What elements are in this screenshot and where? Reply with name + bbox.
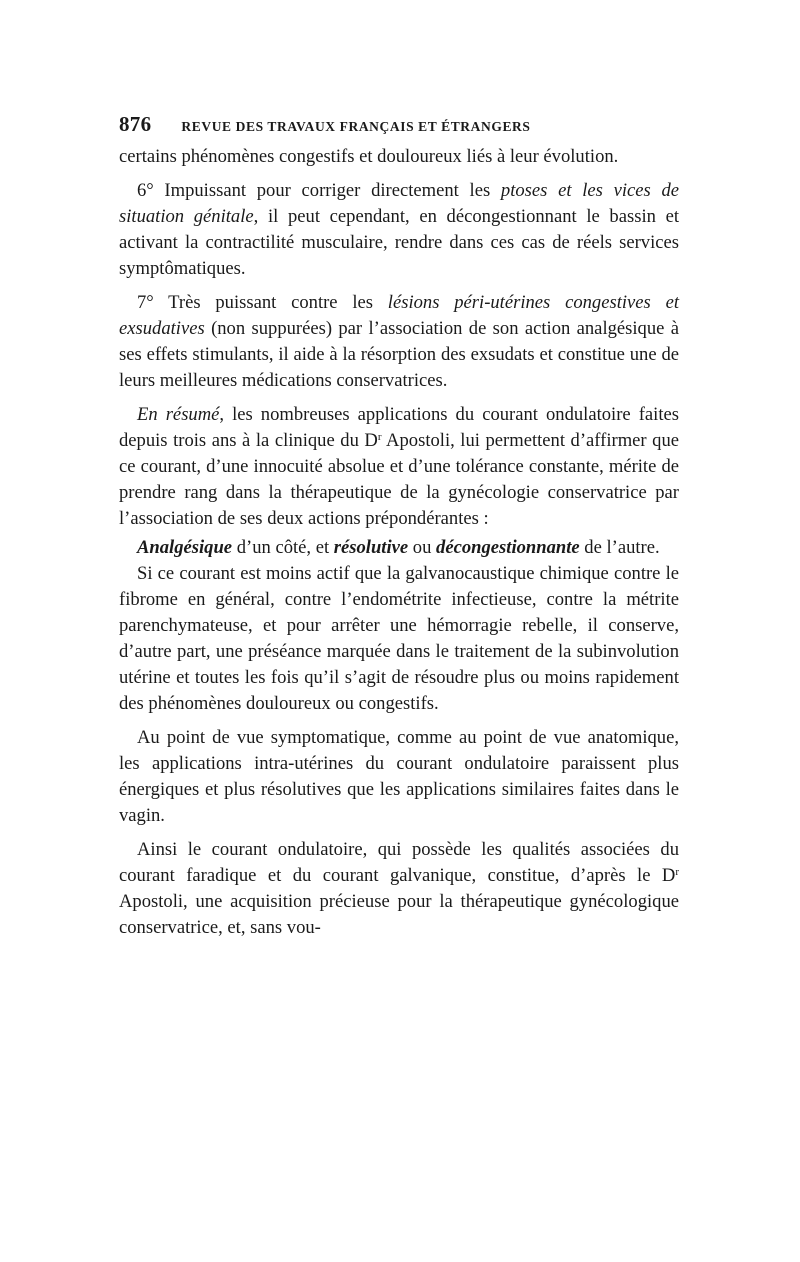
paragraph-analgesique <box>119 535 679 561</box>
paragraph-text: Au point de vue symptomatique, comme au point de vue anatomique, les applications intra-utérines du courant ondulatoire paraissent plus énergiques et plus résolutives que les applications similaires faites dans le vagin. <box>119 727 679 826</box>
paragraph-en-resume <box>119 402 679 532</box>
paragraph-text: , il peut cependant, en décongestionnant le bassin et activant la contractilité musculaire, rendre dans ces cas de réels services symptômatiques. <box>119 206 679 279</box>
paragraph-text: d’un côté, et <box>232 537 334 558</box>
paragraph-text: Si ce courant est moins actif que la galvanocaustique chimique contre le fibrome en général, contre l’endométrite infectieuse, contre la métrite parenchymateuse, et pour arrêter une hémorragie rebelle, il conserve, d’autre part, une préséance marquée dans le traitement de la subinvolution utérine et toutes les fois qu’il s’agit de résoudre plus ou moins rapidement des phénomènes douloureux ou congestifs. <box>119 563 679 714</box>
paragraph-text: de l’autre. <box>579 537 660 558</box>
italic-term: ptoses et les vices de situation génitale <box>119 180 679 227</box>
paragraph-text: 7° Très puissant contre les <box>137 292 388 313</box>
paragraph-text: Apostoli, lui permettent d’affirmer que ce courant, d’une innocuité absolue et d’une tolérance constante, mérite de prendre rang dans la thérapeutique de la gynécologie conservatrice par l’association de ses deux actions prépondérantes : <box>119 430 680 529</box>
superscript: r <box>377 431 382 443</box>
paragraph-text: certains phénomènes congestifs et douloureux liés à leur évolution. <box>119 146 619 167</box>
italic-term: lésions péri-utérines congestives et exsudatives <box>119 292 679 339</box>
page-header <box>119 112 679 142</box>
italic-term: Analgésique <box>137 537 233 558</box>
running-title: REVUE DES TRAVAUX FRANÇAIS ET ÉTRANGERS <box>181 119 531 134</box>
paragraph-text: ou <box>408 537 437 558</box>
paragraph-text: Ainsi le courant ondulatoire, qui possède les qualités associées du courant faradique et du courant galvanique, constitue, d’après le D <box>119 839 679 886</box>
paragraph-text: Apostoli, une acquisition précieuse pour la thérapeutique gynécologique conservatrice, et, sans vou- <box>119 891 679 938</box>
superscript: r <box>675 866 679 878</box>
italic-term: En résumé <box>137 404 220 425</box>
paragraph-continuation <box>119 144 679 170</box>
italic-term: résolutive <box>333 537 409 558</box>
paragraph-7-lesions <box>119 290 679 394</box>
paragraph-text: (non suppurées) par l’association de son action analgésique à ses effets stimulants, il aide à la résorption des exsudats et constitue une de leurs meilleures médications conservatrices. <box>119 318 679 391</box>
paragraph-galvanocaustique <box>119 561 679 717</box>
paragraph-6-ptoses <box>119 178 679 282</box>
paragraph-text: , les nombreuses applications du courant ondulatoire faites depuis trois ans à la clinique du D <box>119 404 679 451</box>
page-number: 876 <box>119 112 152 136</box>
italic-term: décongestionnante <box>436 537 580 558</box>
document-page <box>119 112 679 949</box>
body-text <box>119 144 679 941</box>
paragraph-symptomatique <box>119 725 679 829</box>
paragraph-ainsi <box>119 837 679 941</box>
paragraph-text: 6° Impuissant pour corriger directement les <box>137 180 501 201</box>
